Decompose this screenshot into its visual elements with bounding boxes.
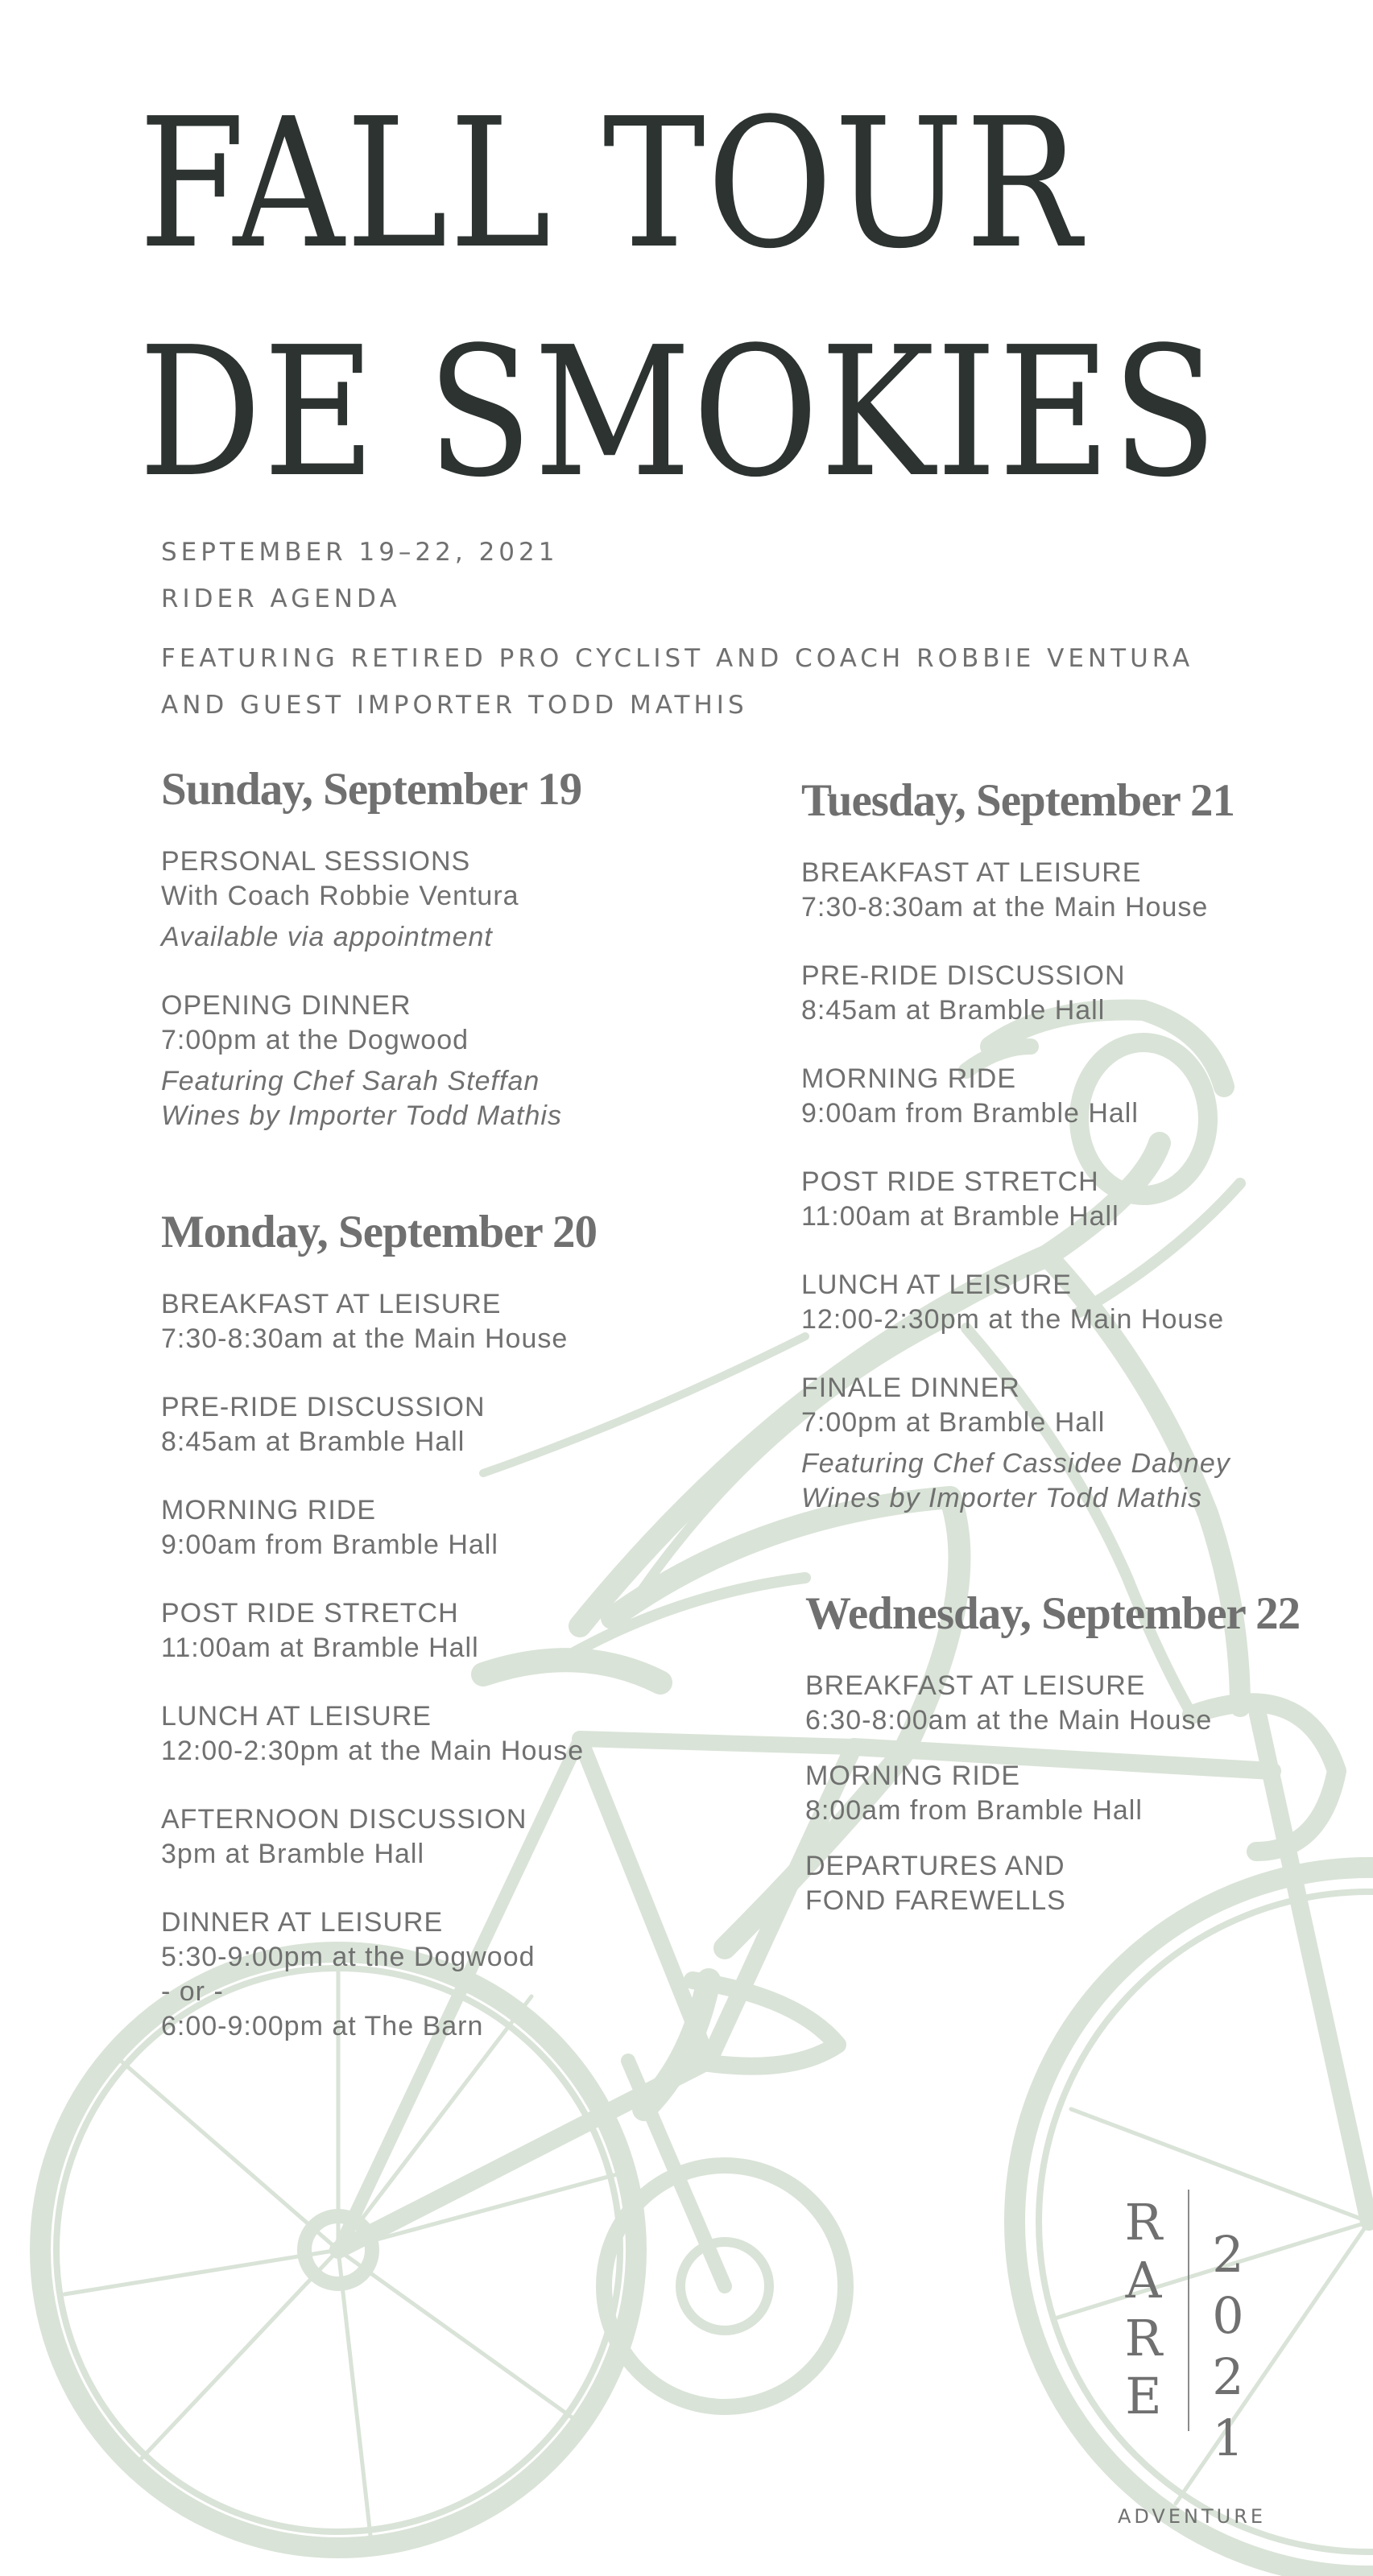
event-detail: 9:00am from Bramble Hall (161, 1530, 498, 1560)
event-name: POST RIDE STRETCH (801, 1166, 1099, 1197)
event-name: BREAKFAST AT LEISURE (161, 1289, 502, 1319)
event-name: POST RIDE STRETCH (161, 1598, 459, 1629)
day-monday (161, 1206, 597, 2078)
event-detail: 7:00pm at the Dogwood (161, 1025, 469, 1055)
event-item (161, 1596, 597, 1666)
event-name: MORNING RIDE (161, 1495, 376, 1525)
event-note: Wines by Importer Todd Mathis (801, 1483, 1202, 1513)
logo-digit: 1 (1212, 2409, 1244, 2467)
featuring-line-1: FEATURING RETIRED PRO CYCLIST AND COACH ROBBIE VENTURA (161, 644, 1194, 673)
event-item (801, 1371, 1234, 1516)
event-detail: 6:00-9:00pm at The Barn (161, 2011, 484, 2041)
event-name: OPENING DINNER (161, 990, 411, 1021)
event-detail: 11:00am at Bramble Hall (161, 1633, 479, 1663)
page-title-line-1: FALL TOUR (139, 80, 1083, 288)
event-name-continued: FOND FAREWELLS (805, 1885, 1066, 1916)
day-tuesday (801, 774, 1234, 1550)
event-item (161, 1493, 597, 1563)
event-note: Featuring Chef Cassidee Dabney (801, 1448, 1230, 1479)
event-detail: 3pm at Bramble Hall (161, 1839, 425, 1869)
event-name: PRE-RIDE DISCUSSION (161, 1392, 486, 1422)
logo-letter: R (1124, 2193, 1163, 2252)
event-detail: 11:00am at Bramble Hall (801, 1201, 1119, 1232)
day-title: Monday, September 20 (161, 1207, 598, 1257)
event-item (805, 1759, 1300, 1828)
event-note: Wines by Importer Todd Mathis (161, 1100, 562, 1131)
event-item (801, 856, 1234, 925)
event-item (161, 989, 581, 1133)
event-item (161, 1390, 597, 1459)
event-name: PRE-RIDE DISCUSSION (801, 960, 1126, 991)
event-name: LUNCH AT LEISURE (801, 1269, 1072, 1300)
event-item (161, 1802, 597, 1872)
event-name: PERSONAL SESSIONS (161, 846, 471, 877)
event-item (801, 1165, 1234, 1234)
event-name: MORNING RIDE (805, 1761, 1020, 1791)
event-item (801, 959, 1234, 1028)
event-note: Featuring Chef Sarah Steffan (161, 1066, 540, 1096)
logo-letter: R (1124, 2309, 1163, 2368)
logo-divider (1188, 2190, 1189, 2431)
logo-digit: 0 (1212, 2286, 1244, 2345)
event-item (801, 1062, 1234, 1131)
event-item (161, 1699, 597, 1769)
event-name: BREAKFAST AT LEISURE (801, 857, 1142, 888)
event-item (161, 844, 581, 955)
rare-adventure-logo (1095, 2190, 1288, 2528)
event-detail: 8:00am from Bramble Hall (805, 1795, 1143, 1826)
event-name: AFTERNOON DISCUSSION (161, 1804, 527, 1835)
event-item (801, 1268, 1234, 1337)
logo-letter: A (1125, 2251, 1162, 2310)
event-name: DINNER AT LEISURE (161, 1907, 444, 1938)
event-detail: 8:45am at Bramble Hall (161, 1426, 465, 1457)
logo-digit: 2 (1212, 2347, 1244, 2406)
event-detail: 6:30-8:00am at the Main House (805, 1705, 1213, 1736)
event-detail: - or - (161, 1976, 224, 2007)
event-name: MORNING RIDE (801, 1063, 1016, 1094)
event-detail: 7:30-8:30am at the Main House (801, 892, 1209, 923)
day-wednesday (805, 1587, 1300, 1952)
featuring-line-2: AND GUEST IMPORTER TODD MATHIS (161, 691, 748, 720)
event-detail: 12:00-2:30pm at the Main House (161, 1736, 585, 1766)
event-detail: 12:00-2:30pm at the Main House (801, 1304, 1225, 1335)
event-detail: 5:30-9:00pm at the Dogwood (161, 1942, 536, 1972)
event-detail: 7:30-8:30am at the Main House (161, 1323, 569, 1354)
day-title: Wednesday, September 22 (805, 1588, 1301, 1639)
logo-digit: 2 (1212, 2225, 1244, 2284)
event-detail: 8:45am at Bramble Hall (801, 995, 1106, 1026)
logo-letter: E (1125, 2367, 1162, 2425)
event-note: Available via appointment (161, 922, 493, 952)
event-name: DEPARTURES AND (805, 1851, 1065, 1881)
event-dates: SEPTEMBER 19–22, 2021 (161, 538, 559, 567)
day-title: Tuesday, September 21 (801, 775, 1235, 826)
event-item (805, 1849, 1300, 1918)
page-title-line-2: DE SMOKIES (139, 309, 1219, 517)
day-sunday (161, 763, 581, 1167)
event-name: LUNCH AT LEISURE (161, 1701, 432, 1732)
event-detail: 9:00am from Bramble Hall (801, 1098, 1139, 1129)
event-item (161, 1905, 597, 2044)
day-title: Sunday, September 19 (161, 764, 582, 815)
agenda-subtitle: RIDER AGENDA (161, 584, 401, 613)
event-name: FINALE DINNER (801, 1373, 1020, 1403)
event-name: BREAKFAST AT LEISURE (805, 1670, 1146, 1701)
event-item (805, 1669, 1300, 1738)
event-detail: 7:00pm at Bramble Hall (801, 1407, 1106, 1438)
event-item (161, 1287, 597, 1356)
event-detail: With Coach Robbie Ventura (161, 881, 519, 911)
logo-tagline: ADVENTURE (1117, 2505, 1267, 2528)
